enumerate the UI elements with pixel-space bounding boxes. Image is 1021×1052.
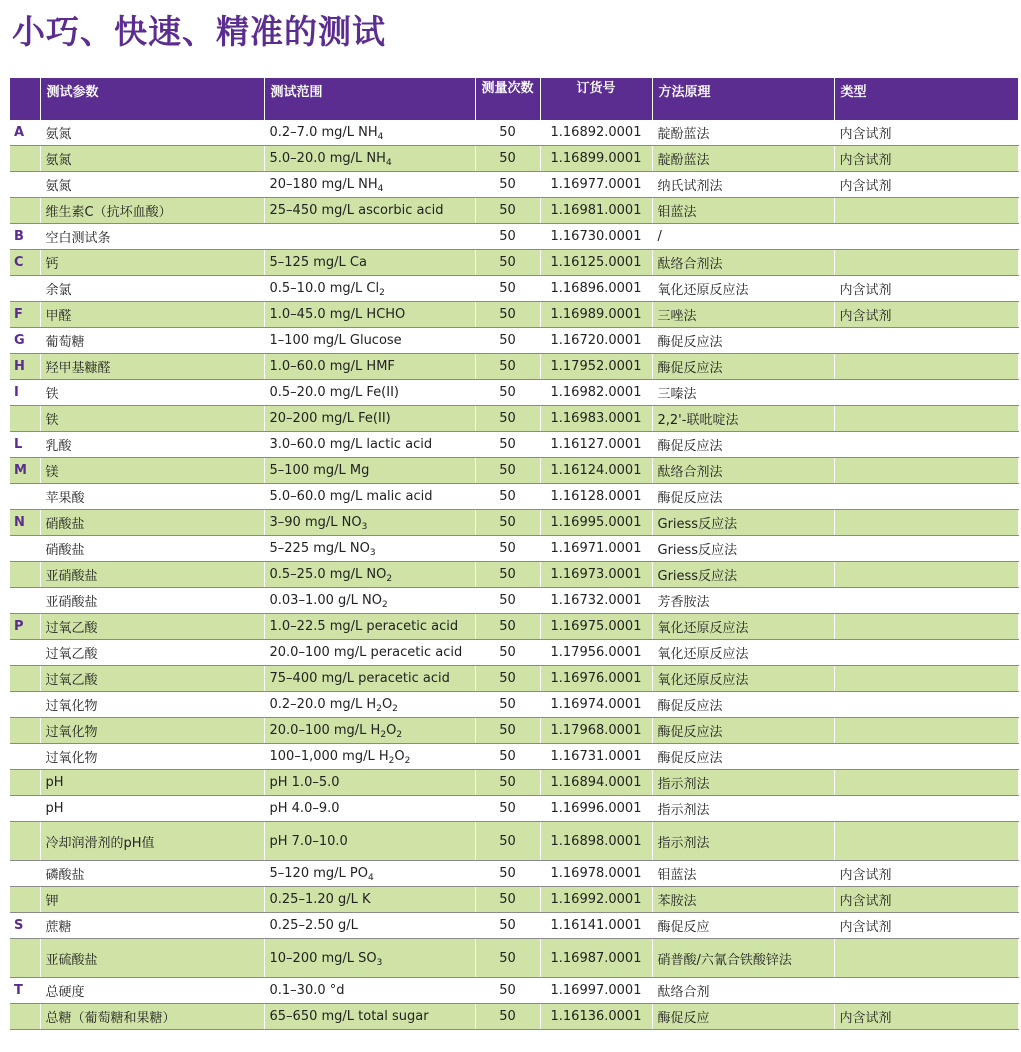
row-method: 酶促反应法: [652, 484, 834, 510]
row-order: 1.16136.0001: [540, 1004, 652, 1030]
header-count: 测量次数: [475, 78, 540, 120]
row-type: 内含试剂: [834, 302, 1018, 328]
row-range: 5.0–20.0 mg/L $NH_4$: [264, 146, 475, 172]
row-param: 硝酸盐: [40, 510, 264, 536]
row-count: 50: [475, 1004, 540, 1030]
row-param: 过氧化物: [40, 718, 264, 744]
row-param: 铁: [40, 406, 264, 432]
row-count: 50: [475, 224, 540, 250]
row-order: 1.16992.0001: [540, 887, 652, 913]
row-count: 50: [475, 302, 540, 328]
row-param: pH: [40, 796, 264, 822]
row-param: 甲醛: [40, 302, 264, 328]
table-header-row: [10, 78, 1018, 120]
row-letter: L: [10, 432, 40, 458]
row-type: [834, 744, 1018, 770]
row-method: 酞络合剂: [652, 978, 834, 1004]
row-order: 1.16899.0001: [540, 146, 652, 172]
row-range: 3.0–60.0 mg/L lactic acid: [264, 432, 475, 458]
row-order: 1.16983.0001: [540, 406, 652, 432]
row-method: 酶促反应: [652, 1004, 834, 1030]
row-type: [834, 939, 1018, 978]
row-param: 余氯: [40, 276, 264, 302]
row-method: 苯胺法: [652, 887, 834, 913]
header-type: 类型: [834, 78, 1018, 120]
row-param: 硝酸盐: [40, 536, 264, 562]
row-param: 钾: [40, 887, 264, 913]
row-method: 钼蓝法: [652, 198, 834, 224]
row-order: 1.16892.0001: [540, 120, 652, 146]
row-type: 内含试剂: [834, 120, 1018, 146]
table-row: [10, 120, 1018, 146]
row-param: 亚硝酸盐: [40, 562, 264, 588]
row-count: 50: [475, 770, 540, 796]
row-type: 内含试剂: [834, 861, 1018, 887]
row-param: 苹果酸: [40, 484, 264, 510]
row-param: 维生素C（抗坏血酸）: [40, 198, 264, 224]
row-method: Griess反应法: [652, 562, 834, 588]
row-method: 氧化还原反应法: [652, 276, 834, 302]
row-type: [834, 666, 1018, 692]
row-order: 1.16731.0001: [540, 744, 652, 770]
table-row: [10, 861, 1018, 887]
row-range: 10–200 mg/L $SO_3$: [264, 939, 475, 978]
row-order: 1.17952.0001: [540, 354, 652, 380]
row-type: [834, 978, 1018, 1004]
row-param: 蔗糖: [40, 913, 264, 939]
row-range: pH 4.0–9.0: [264, 796, 475, 822]
row-method: 氧化还原反应法: [652, 640, 834, 666]
row-order: 1.16141.0001: [540, 913, 652, 939]
row-method: 酶促反应法: [652, 328, 834, 354]
row-range: [264, 224, 475, 250]
row-count: 50: [475, 146, 540, 172]
row-range: pH 1.0–5.0: [264, 770, 475, 796]
row-order: 1.16976.0001: [540, 666, 652, 692]
row-letter: [10, 861, 40, 887]
row-range: 65–650 mg/L total sugar: [264, 1004, 475, 1030]
row-range: 0.03–1.00 g/L $NO_2$: [264, 588, 475, 614]
row-order: 1.16732.0001: [540, 588, 652, 614]
row-order: 1.16730.0001: [540, 224, 652, 250]
header-order: 订货号: [540, 78, 652, 120]
row-method: 酶促反应法: [652, 692, 834, 718]
row-type: [834, 432, 1018, 458]
row-count: 50: [475, 536, 540, 562]
row-count: 50: [475, 562, 540, 588]
row-count: 50: [475, 172, 540, 198]
row-count: 50: [475, 640, 540, 666]
row-order: 1.16977.0001: [540, 172, 652, 198]
table-row: [10, 458, 1018, 484]
row-type: [834, 484, 1018, 510]
table-row: [10, 913, 1018, 939]
row-order: 1.16997.0001: [540, 978, 652, 1004]
row-count: 50: [475, 913, 540, 939]
row-letter: [10, 276, 40, 302]
row-order: 1.16896.0001: [540, 276, 652, 302]
row-letter: [10, 406, 40, 432]
row-method: 氧化还原反应法: [652, 614, 834, 640]
row-count: 50: [475, 406, 540, 432]
row-type: [834, 198, 1018, 224]
row-param: 总硬度: [40, 978, 264, 1004]
row-method: 酶促反应法: [652, 354, 834, 380]
row-method: 酶促反应法: [652, 432, 834, 458]
row-type: [834, 770, 1018, 796]
row-method: 指示剂法: [652, 770, 834, 796]
row-order: 1.16128.0001: [540, 484, 652, 510]
row-letter: S: [10, 913, 40, 939]
row-letter: [10, 198, 40, 224]
row-letter: [10, 744, 40, 770]
row-method: 酶促反应: [652, 913, 834, 939]
row-count: 50: [475, 432, 540, 458]
row-range: 0.5–25.0 mg/L $NO_2$: [264, 562, 475, 588]
table-row: [10, 276, 1018, 302]
row-method: Griess反应法: [652, 510, 834, 536]
row-count: 50: [475, 666, 540, 692]
row-count: 50: [475, 354, 540, 380]
row-param: 过氧乙酸: [40, 666, 264, 692]
row-method: /: [652, 224, 834, 250]
row-method: 靛酚蓝法: [652, 120, 834, 146]
row-range: pH 7.0–10.0: [264, 822, 475, 861]
row-type: 内含试剂: [834, 146, 1018, 172]
row-count: 50: [475, 692, 540, 718]
row-order: 1.16894.0001: [540, 770, 652, 796]
table-row: [10, 692, 1018, 718]
row-order: 1.16995.0001: [540, 510, 652, 536]
table-row: [10, 328, 1018, 354]
row-range: 0.2–20.0 mg/L $H_2O_2$: [264, 692, 475, 718]
row-letter: [10, 770, 40, 796]
row-type: [834, 250, 1018, 276]
table-row: [10, 172, 1018, 198]
row-type: [834, 510, 1018, 536]
row-letter: [10, 718, 40, 744]
row-range: 0.25–2.50 g/L: [264, 913, 475, 939]
row-type: [834, 536, 1018, 562]
row-type: 内含试剂: [834, 1004, 1018, 1030]
row-range: 1–100 mg/L Glucose: [264, 328, 475, 354]
row-order: 1.16127.0001: [540, 432, 652, 458]
row-param: 氨氮: [40, 172, 264, 198]
table-row: [10, 510, 1018, 536]
row-letter: [10, 640, 40, 666]
test-table: [10, 78, 1019, 1030]
table-row: [10, 744, 1018, 770]
row-method: 芳香胺法: [652, 588, 834, 614]
row-letter: [10, 666, 40, 692]
table-row: [10, 432, 1018, 458]
table-row: [10, 536, 1018, 562]
row-param: 过氧乙酸: [40, 614, 264, 640]
row-letter: [10, 822, 40, 861]
row-order: 1.16989.0001: [540, 302, 652, 328]
table-row: [10, 146, 1018, 172]
row-range: 20.0–100 mg/L peracetic acid: [264, 640, 475, 666]
row-range: 0.5–20.0 mg/L Fe(II): [264, 380, 475, 406]
header-param: 测试参数: [40, 78, 264, 120]
row-param: 空白测试条: [40, 224, 264, 250]
row-letter: [10, 887, 40, 913]
row-order: 1.16971.0001: [540, 536, 652, 562]
row-letter: I: [10, 380, 40, 406]
row-letter: A: [10, 120, 40, 146]
row-param: 氨氮: [40, 120, 264, 146]
row-method: 纳氏试剂法: [652, 172, 834, 198]
row-letter: [10, 692, 40, 718]
row-letter: [10, 146, 40, 172]
row-letter: [10, 172, 40, 198]
table-row: [10, 666, 1018, 692]
row-type: [834, 692, 1018, 718]
row-range: 25–450 mg/L ascorbic acid: [264, 198, 475, 224]
row-order: 1.16978.0001: [540, 861, 652, 887]
row-order: 1.16987.0001: [540, 939, 652, 978]
table-row: [10, 224, 1018, 250]
row-type: 内含试剂: [834, 887, 1018, 913]
row-count: 50: [475, 380, 540, 406]
header-method: 方法原理: [652, 78, 834, 120]
table-row: [10, 770, 1018, 796]
row-letter: [10, 562, 40, 588]
row-range: 3–90 mg/L $NO_3$: [264, 510, 475, 536]
table-row: [10, 1004, 1018, 1030]
row-order: 1.16973.0001: [540, 562, 652, 588]
row-method: Griess反应法: [652, 536, 834, 562]
row-count: 50: [475, 198, 540, 224]
row-param: 亚硝酸盐: [40, 588, 264, 614]
table-row: [10, 887, 1018, 913]
row-method: 酞络合剂法: [652, 250, 834, 276]
row-type: [834, 822, 1018, 861]
row-letter: G: [10, 328, 40, 354]
row-count: 50: [475, 718, 540, 744]
row-type: [834, 458, 1018, 484]
row-letter: P: [10, 614, 40, 640]
row-letter: N: [10, 510, 40, 536]
row-range: 5–100 mg/L Mg: [264, 458, 475, 484]
table-row: [10, 380, 1018, 406]
row-order: 1.16996.0001: [540, 796, 652, 822]
table-row: [10, 250, 1018, 276]
row-method: 酶促反应法: [652, 744, 834, 770]
row-range: 20–180 mg/L $NH_4$: [264, 172, 475, 198]
row-range: 0.1–30.0 °d: [264, 978, 475, 1004]
row-param: 乳酸: [40, 432, 264, 458]
row-order: 1.16981.0001: [540, 198, 652, 224]
table-row: [10, 354, 1018, 380]
table-row: [10, 406, 1018, 432]
table-row: [10, 588, 1018, 614]
row-method: 三嗪法: [652, 380, 834, 406]
table-row: [10, 796, 1018, 822]
row-type: 内含试剂: [834, 913, 1018, 939]
row-type: [834, 614, 1018, 640]
row-letter: C: [10, 250, 40, 276]
row-order: 1.16720.0001: [540, 328, 652, 354]
row-range: 1.0–60.0 mg/L HMF: [264, 354, 475, 380]
row-count: 50: [475, 939, 540, 978]
row-method: 氧化还原反应法: [652, 666, 834, 692]
row-param: 冷却润滑剂的pH值: [40, 822, 264, 861]
row-param: 过氧化物: [40, 692, 264, 718]
row-param: 过氧化物: [40, 744, 264, 770]
row-method: 2,2'-联吡啶法: [652, 406, 834, 432]
row-count: 50: [475, 744, 540, 770]
row-letter: [10, 939, 40, 978]
row-order: 1.16125.0001: [540, 250, 652, 276]
row-order: 1.16982.0001: [540, 380, 652, 406]
row-range: 75–400 mg/L peracetic acid: [264, 666, 475, 692]
row-param: 总糖（葡萄糖和果糖）: [40, 1004, 264, 1030]
row-type: [834, 328, 1018, 354]
page-title: 小巧、快速、精准的测试: [12, 12, 386, 51]
table-row: [10, 718, 1018, 744]
table-row: [10, 978, 1018, 1004]
row-param: 铁: [40, 380, 264, 406]
row-letter: [10, 1004, 40, 1030]
row-method: 硝普酸/六氰合铁酸锌法: [652, 939, 834, 978]
row-range: 1.0–45.0 mg/L HCHO: [264, 302, 475, 328]
table-row: [10, 484, 1018, 510]
row-range: 1.0–22.5 mg/L peracetic acid: [264, 614, 475, 640]
row-param: 钙: [40, 250, 264, 276]
row-range: 5–125 mg/L Ca: [264, 250, 475, 276]
row-letter: [10, 588, 40, 614]
row-count: 50: [475, 120, 540, 146]
table-body: [10, 120, 1018, 1030]
row-count: 50: [475, 250, 540, 276]
row-param: 亚硫酸盐: [40, 939, 264, 978]
row-method: 钼蓝法: [652, 861, 834, 887]
row-order: 1.16974.0001: [540, 692, 652, 718]
row-count: 50: [475, 822, 540, 861]
row-type: [834, 640, 1018, 666]
row-count: 50: [475, 276, 540, 302]
row-type: [834, 718, 1018, 744]
row-method: 酶促反应法: [652, 718, 834, 744]
row-range: 5–120 mg/L $PO_4$: [264, 861, 475, 887]
row-param: 羟甲基糠醛: [40, 354, 264, 380]
row-range: 5.0–60.0 mg/L malic acid: [264, 484, 475, 510]
row-type: 内含试剂: [834, 172, 1018, 198]
row-type: [834, 588, 1018, 614]
row-letter: F: [10, 302, 40, 328]
row-count: 50: [475, 458, 540, 484]
row-letter: B: [10, 224, 40, 250]
row-type: [834, 224, 1018, 250]
row-param: pH: [40, 770, 264, 796]
row-param: 过氧乙酸: [40, 640, 264, 666]
row-type: [834, 380, 1018, 406]
row-range: 100–1,000 mg/L $H_2O_2$: [264, 744, 475, 770]
table-row: [10, 822, 1018, 861]
header-range: 测试范围: [264, 78, 475, 120]
row-type: [834, 796, 1018, 822]
row-range: 0.25–1.20 g/L K: [264, 887, 475, 913]
row-count: 50: [475, 887, 540, 913]
row-count: 50: [475, 796, 540, 822]
row-method: 指示剂法: [652, 822, 834, 861]
row-order: 1.16975.0001: [540, 614, 652, 640]
row-range: 0.5–10.0 mg/L $Cl_2$: [264, 276, 475, 302]
table-row: [10, 562, 1018, 588]
table-row: [10, 614, 1018, 640]
row-range: 20–200 mg/L Fe(II): [264, 406, 475, 432]
row-range: 5–225 mg/L $NO_3$: [264, 536, 475, 562]
row-letter: [10, 796, 40, 822]
row-param: 氨氮: [40, 146, 264, 172]
row-count: 50: [475, 328, 540, 354]
row-letter: H: [10, 354, 40, 380]
row-count: 50: [475, 861, 540, 887]
row-type: 内含试剂: [834, 276, 1018, 302]
row-method: 酞络合剂法: [652, 458, 834, 484]
row-method: 三唑法: [652, 302, 834, 328]
row-letter: M: [10, 458, 40, 484]
row-type: [834, 562, 1018, 588]
row-range: 20.0–100 mg/L $H_2O_2$: [264, 718, 475, 744]
row-type: [834, 406, 1018, 432]
row-letter: [10, 484, 40, 510]
row-order: 1.16124.0001: [540, 458, 652, 484]
row-count: 50: [475, 978, 540, 1004]
row-count: 50: [475, 510, 540, 536]
row-range: 0.2–7.0 mg/L $NH_4$: [264, 120, 475, 146]
row-method: 靛酚蓝法: [652, 146, 834, 172]
table-row: [10, 198, 1018, 224]
row-count: 50: [475, 588, 540, 614]
header-letter: [10, 78, 40, 120]
row-param: 葡萄糖: [40, 328, 264, 354]
row-param: 镁: [40, 458, 264, 484]
row-order: 1.16898.0001: [540, 822, 652, 861]
table-row: [10, 302, 1018, 328]
row-letter: T: [10, 978, 40, 1004]
row-order: 1.17968.0001: [540, 718, 652, 744]
row-order: 1.17956.0001: [540, 640, 652, 666]
row-param: 磷酸盐: [40, 861, 264, 887]
table-row: [10, 939, 1018, 978]
table-row: [10, 640, 1018, 666]
row-count: 50: [475, 614, 540, 640]
row-letter: [10, 536, 40, 562]
row-count: 50: [475, 484, 540, 510]
row-method: 指示剂法: [652, 796, 834, 822]
row-type: [834, 354, 1018, 380]
